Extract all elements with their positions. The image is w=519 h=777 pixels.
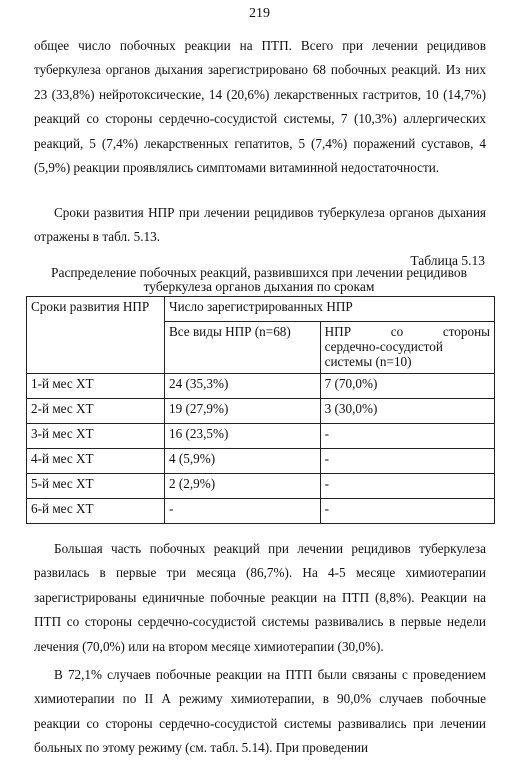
header-cardio-line2: сердечно-сосудистой системы (n=10) — [324, 339, 443, 369]
cell-cardio: - — [320, 449, 494, 474]
paragraph-table-reference: Сроки развития НПР при лечении рецидивов туберкулеза органов дыхания отражены в табл. 5.13. — [34, 205, 486, 245]
adverse-reactions-table — [26, 296, 495, 524]
cell-cardio: - — [320, 424, 494, 449]
cell-cardio: - — [320, 474, 494, 499]
cell-term: 6-й мес ХТ — [27, 499, 165, 524]
header-cardio-line1: НПР со стороны — [324, 324, 490, 339]
paragraph-adverse-reactions-total: общее число побочных реакции на ПТП. Всего при лечении рецидивов туберкулеза органов дыхания зарегистрировано 68 побочных реакций. Из них 23 (33,8%) нейротоксические, 14 (20,6%) лекарственных гастритов, 10 (14,7%) реакций со стороны сердечно-сосудистой системы, 7 (10,3%) аллергических реакций, 5 (7,4%) лекарственных гепатитов, 5 (7,4%) поражений суставов, 4 (5,9%) реакции проявлялись симптомами витаминной недостаточности. — [34, 38, 486, 176]
table-header-row — [27, 297, 495, 322]
cell-cardio: 7 (70,0%) — [320, 374, 494, 399]
cell-all: 16 (23,5%) — [165, 424, 321, 449]
cell-all: 19 (27,9%) — [165, 399, 321, 424]
table-row — [27, 374, 495, 399]
cell-cardio: 3 (30,0%) — [320, 399, 494, 424]
cell-all: - — [165, 499, 321, 524]
cell-term: 5-й мес ХТ — [27, 474, 165, 499]
cell-term: 1-й мес ХТ — [27, 374, 165, 399]
cell-all: 24 (35,3%) — [165, 374, 321, 399]
table-row — [27, 399, 495, 424]
cell-cardio: - — [320, 499, 494, 524]
table-caption: Распределение побочных реакций, развившихся при лечении рецидивов туберкулеза органов дыхания по срокам — [50, 265, 468, 294]
cell-term: 3-й мес ХТ — [27, 424, 165, 449]
table-row — [27, 424, 495, 449]
cell-term: 2-й мес ХТ — [27, 399, 165, 424]
cell-all: 4 (5,9%) — [165, 449, 321, 474]
page-number: 219 — [249, 6, 270, 21]
table-row — [27, 474, 495, 499]
cell-all: 2 (2,9%) — [165, 474, 321, 499]
header-cardio — [320, 322, 494, 374]
header-all-types: Все виды НПР (n=68) — [165, 322, 321, 374]
table-row — [27, 449, 495, 474]
header-term: Сроки развития НПР — [27, 297, 165, 374]
cell-term: 4-й мес ХТ — [27, 449, 165, 474]
paragraph-timing-analysis: Большая часть побочных реакций при лечении рецидивов туберкулеза развилась в первые три месяца (86,7%). На 4-5 месяце химиотерапии зарегистрированы единичные побочные реакции на ПТП (8,8%). Реакции на ПТП со стороны сердечно-сосудистой системы развивались в первые недели лечения (70,0%) или на втором месяце химиотерапии (30,0%). — [34, 541, 486, 654]
paragraph-regimen-analysis: В 72,1% случаев побочные реакции на ПТП были связаны с проведением химиотерапии по II А режиму химиотерапии, в 90,0% случаев побочные реакции со стороны сердечно-сосудистой системы развивались при лечении больных по этому режиму (см. табл. 5.14). При проведении — [34, 667, 486, 756]
table-row — [27, 499, 495, 524]
header-count: Число зарегистрированных НПР — [165, 297, 495, 322]
table-label: Таблица 5.13 — [410, 253, 485, 268]
